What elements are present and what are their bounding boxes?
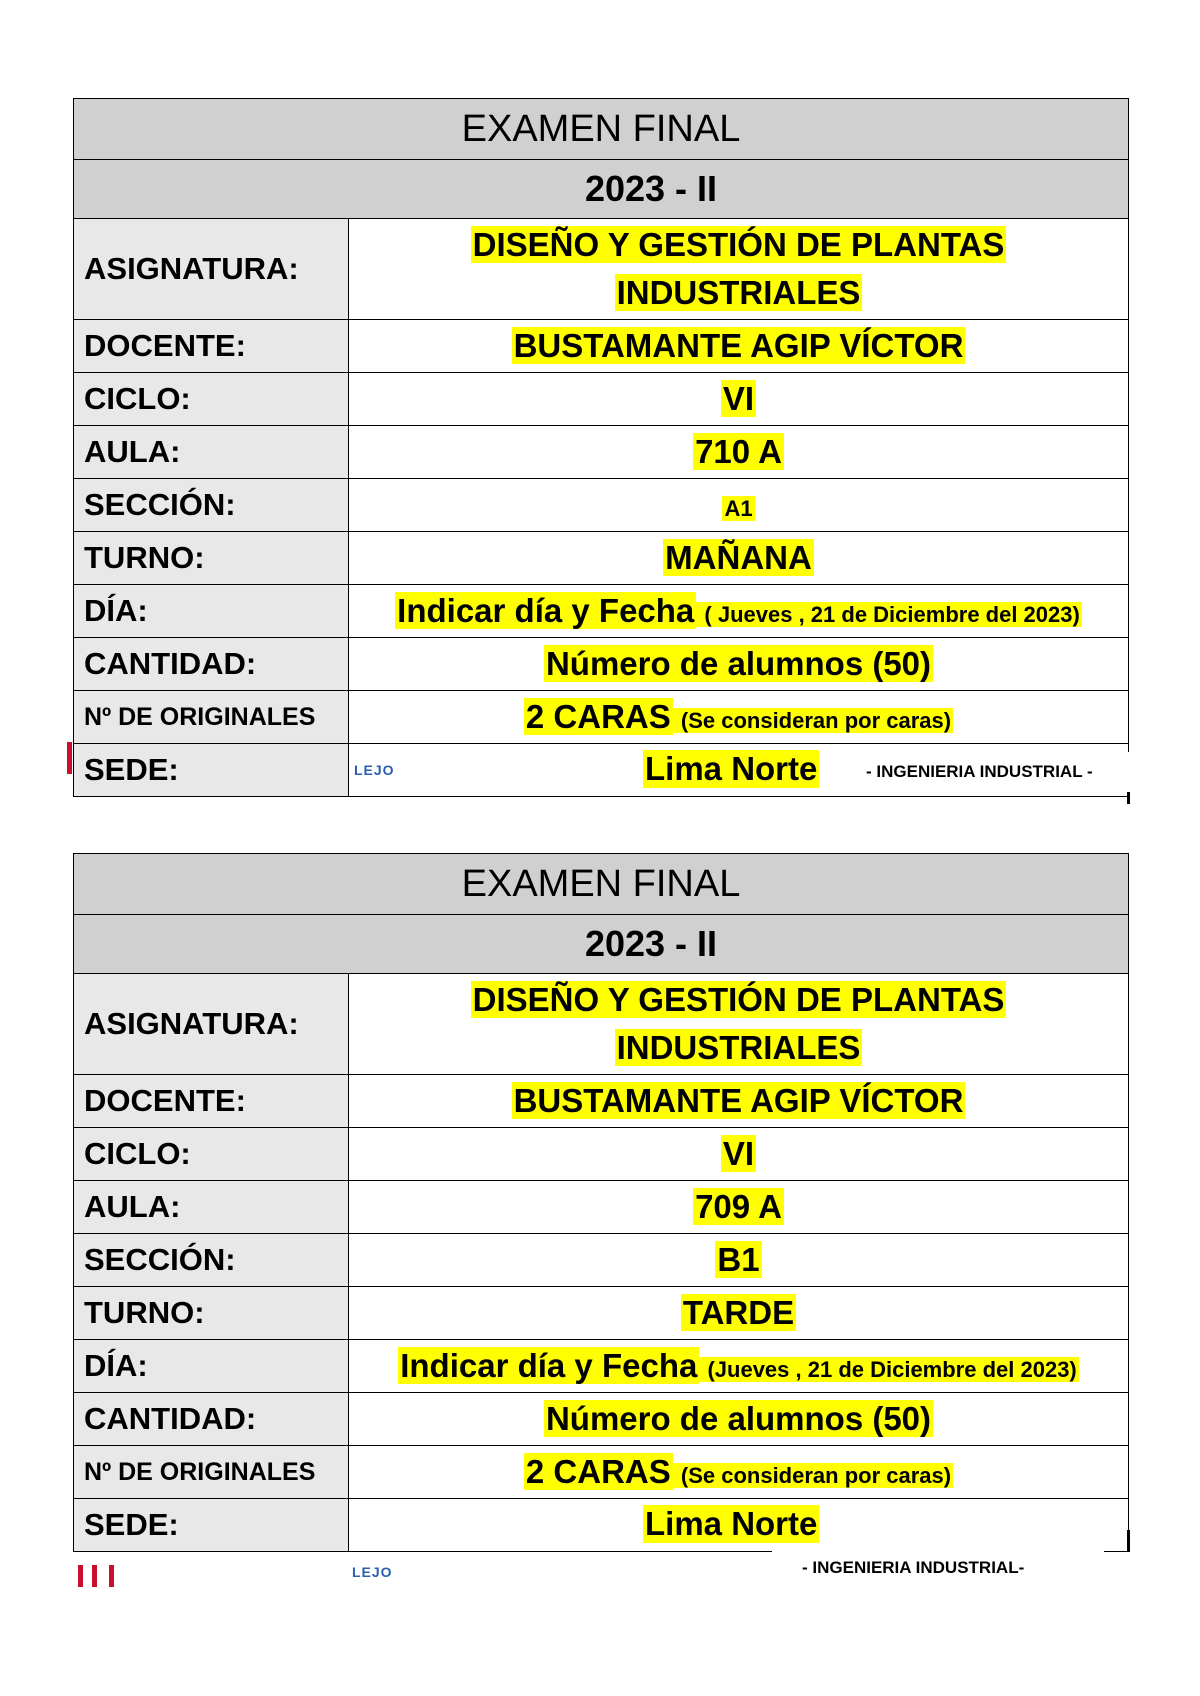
asignatura-line-2: INDUSTRIALES xyxy=(616,274,861,311)
value-sede: Lima Norte xyxy=(645,1505,818,1542)
logo-red-mark xyxy=(67,742,72,774)
label-docente: DOCENTE: xyxy=(74,320,349,373)
value-dia-note: ( Jueves , 21 de Diciembre del 2023) xyxy=(698,602,1080,627)
value-turno-cell xyxy=(349,1287,1129,1340)
logo-red-shape xyxy=(92,1565,114,1587)
value-dia-note: (Jueves , 21 de Diciembre del 2023) xyxy=(701,1357,1077,1382)
exam-info-table xyxy=(73,853,1129,1552)
value-cantidad: Número de alumnos (50) xyxy=(545,645,932,682)
value-seccion: A1 xyxy=(724,496,753,521)
footer-tag: - INGENIERIA INDUSTRIAL- xyxy=(772,1548,1104,1586)
label-dia: DÍA: xyxy=(74,1340,349,1393)
value-seccion-cell xyxy=(349,1234,1129,1287)
label-originales: Nº DE ORIGINALES xyxy=(74,691,349,744)
exam-period: 2023 - II xyxy=(584,168,718,209)
value-cantidad: Número de alumnos (50) xyxy=(545,1400,932,1437)
value-turno: TARDE xyxy=(682,1294,795,1331)
value-sede-cell xyxy=(349,1499,1129,1552)
value-originales-cell xyxy=(349,691,1129,744)
value-aula: 710 A xyxy=(695,433,782,470)
value-originales: 2 CARAS xyxy=(525,698,671,735)
value-ciclo: VI xyxy=(722,380,755,417)
asignatura-line-1: DISEÑO Y GESTIÓN DE PLANTAS xyxy=(472,226,1005,263)
value-docente-cell xyxy=(349,320,1129,373)
label-asignatura: ASIGNATURA: xyxy=(74,219,349,320)
value-ciclo: VI xyxy=(722,1135,755,1172)
exam-sheet-1 xyxy=(73,98,1129,797)
value-ciclo-cell xyxy=(349,1128,1129,1181)
value-originales-note: (Se consideran por caras) xyxy=(674,1463,952,1488)
value-ciclo-cell xyxy=(349,373,1129,426)
value-originales: 2 CARAS xyxy=(525,1453,671,1490)
value-dia-cell xyxy=(349,585,1129,638)
asignatura-line-2: INDUSTRIALES xyxy=(616,1029,861,1066)
value-docente: BUSTAMANTE AGIP VÍCTOR xyxy=(513,1082,964,1119)
label-sede: SEDE: xyxy=(74,1499,349,1552)
footer-fragment: LEJO xyxy=(354,762,395,778)
value-dia: Indicar día y Fecha xyxy=(400,1347,698,1384)
value-aula-cell xyxy=(349,1181,1129,1234)
label-ciclo: CICLO: xyxy=(74,1128,349,1181)
logo-red-mark xyxy=(78,1565,83,1587)
value-dia-cell xyxy=(349,1340,1129,1393)
footer-fragment: LEJO xyxy=(352,1564,393,1580)
value-originales-cell xyxy=(349,1446,1129,1499)
asignatura-line-1: DISEÑO Y GESTIÓN DE PLANTAS xyxy=(472,981,1005,1018)
value-originales-note: (Se consideran por caras) xyxy=(674,708,952,733)
label-docente: DOCENTE: xyxy=(74,1075,349,1128)
exam-title: EXAMEN FINAL xyxy=(74,99,1129,160)
corner-mark xyxy=(1127,792,1130,804)
value-dia: Indicar día y Fecha xyxy=(397,592,695,629)
value-aula: 709 A xyxy=(695,1188,782,1225)
label-turno: TURNO: xyxy=(74,532,349,585)
label-cantidad: CANTIDAD: xyxy=(74,638,349,691)
exam-title: EXAMEN FINAL xyxy=(74,854,1129,915)
exam-period-cell xyxy=(74,160,1129,219)
value-asignatura xyxy=(349,219,1129,320)
label-sede: SEDE: xyxy=(74,744,349,797)
value-cantidad-cell xyxy=(349,1393,1129,1446)
corner-mark xyxy=(1127,1530,1130,1552)
value-docente: BUSTAMANTE AGIP VÍCTOR xyxy=(513,327,964,364)
exam-period-cell xyxy=(74,915,1129,974)
footer-tag: - INGENIERIA INDUSTRIAL - xyxy=(856,752,1132,792)
value-seccion-cell xyxy=(349,479,1129,532)
label-seccion: SECCIÓN: xyxy=(74,479,349,532)
label-aula: AULA: xyxy=(74,1181,349,1234)
exam-info-table xyxy=(73,98,1129,797)
value-docente-cell xyxy=(349,1075,1129,1128)
value-turno-cell xyxy=(349,532,1129,585)
value-sede: Lima Norte xyxy=(645,750,818,787)
value-seccion: B1 xyxy=(717,1241,760,1278)
label-asignatura: ASIGNATURA: xyxy=(74,974,349,1075)
label-cantidad: CANTIDAD: xyxy=(74,1393,349,1446)
exam-period: 2023 - II xyxy=(584,923,718,964)
value-turno: MAÑANA xyxy=(665,539,812,576)
label-originales: Nº DE ORIGINALES xyxy=(74,1446,349,1499)
label-dia: DÍA: xyxy=(74,585,349,638)
label-ciclo: CICLO: xyxy=(74,373,349,426)
value-asignatura xyxy=(349,974,1129,1075)
value-cantidad-cell xyxy=(349,638,1129,691)
label-aula: AULA: xyxy=(74,426,349,479)
exam-sheet-2 xyxy=(73,853,1129,1552)
value-aula-cell xyxy=(349,426,1129,479)
label-turno: TURNO: xyxy=(74,1287,349,1340)
label-seccion: SECCIÓN: xyxy=(74,1234,349,1287)
